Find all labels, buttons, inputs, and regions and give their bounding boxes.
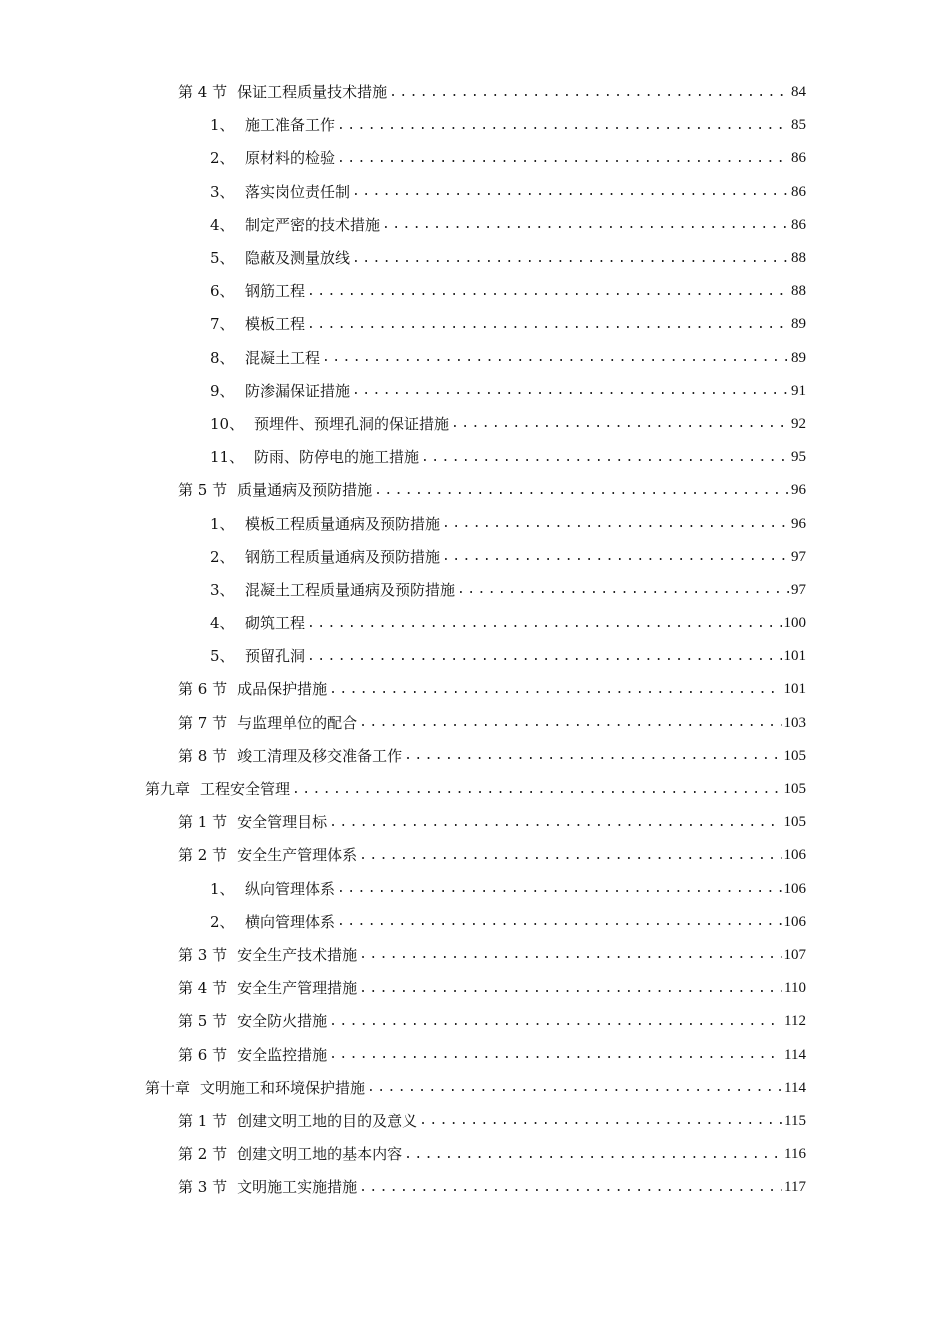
toc-dot-leader [352,381,789,401]
toc-entry-number: 2、 [210,547,235,566]
toc-entry[interactable] [0,607,950,640]
toc-entry[interactable] [0,507,950,540]
toc-entry-page-number: 105 [783,814,806,831]
toc-entry[interactable] [0,1038,950,1071]
toc-entry-page-number: 96 [791,515,806,532]
toc-entry-page-number: 115 [784,1112,806,1129]
toc-entry-number: 第 6 节 [178,680,228,699]
toc-dot-leader [389,83,789,103]
toc-entry[interactable] [0,707,950,740]
toc-entry-page-number: 91 [791,382,806,399]
toc-entry-page-number: 95 [791,449,806,466]
toc-entry-title: 安全防火措施 [237,1012,328,1031]
toc-entry-title: 安全生产管理体系 [237,846,358,865]
toc-entry-number: 第 5 节 [178,481,228,500]
toc-entry-number: 7、 [210,315,235,334]
toc-entry-title: 钢筋工程 [245,282,306,301]
toc-entry-page-number: 86 [791,216,806,233]
toc-dot-leader [307,614,781,634]
toc-entry-number: 9、 [210,381,235,400]
toc-entry-page-number: 116 [784,1146,806,1163]
toc-entry[interactable] [0,474,950,507]
toc-dot-leader [307,647,781,667]
toc-entry-number: 1、 [210,879,235,898]
toc-entry-number: 1、 [210,116,235,135]
toc-entry-page-number: 89 [791,316,806,333]
toc-entry-title: 防渗漏保证措施 [245,381,351,400]
toc-dot-leader [337,149,789,169]
toc-entry-page-number: 114 [784,1046,806,1063]
toc-entry-page-number: 88 [791,283,806,300]
toc-entry-title: 模板工程质量通病及预防措施 [245,514,441,533]
toc-entry-number: 3、 [210,580,235,599]
toc-dot-leader [307,282,789,302]
toc-entry-number: 4、 [210,215,235,234]
toc-entry[interactable] [0,76,950,109]
toc-dot-leader [352,249,789,269]
toc-entry-page-number: 89 [791,349,806,366]
toc-entry[interactable] [0,242,950,275]
toc-entry-title: 钢筋工程质量通病及预防措施 [245,547,441,566]
toc-dot-leader [337,116,789,136]
toc-dot-leader [329,680,781,700]
toc-entry[interactable] [0,839,950,872]
toc-entry-page-number: 92 [791,415,806,432]
toc-entry-number: 第 7 节 [178,713,228,732]
toc-dot-leader [329,813,781,833]
toc-dot-leader [442,547,789,567]
toc-entry-page-number: 105 [783,747,806,764]
toc-entry-title: 工程安全管理 [200,780,291,799]
toc-entry-title: 文明施工和环境保护措施 [200,1078,366,1097]
toc-entry-number: 第 2 节 [178,846,228,865]
toc-entry-number: 4、 [210,614,235,633]
toc-dot-leader [329,1012,782,1032]
toc-entry-page-number: 103 [783,714,806,731]
toc-entry-title: 创建文明工地的目的及意义 [237,1111,418,1130]
toc-entry-number: 第九章 [145,780,191,799]
toc-entry-number: 第 6 节 [178,1045,228,1064]
toc-entry[interactable] [0,1138,950,1171]
toc-dot-leader [359,1178,782,1198]
toc-entry-page-number: 86 [791,183,806,200]
toc-dot-leader [337,879,781,899]
toc-entry-number: 第 3 节 [178,1178,228,1197]
toc-entry-page-number: 117 [784,1179,806,1196]
toc-entry-title: 预留孔洞 [245,647,306,666]
toc-entry-number: 5、 [210,647,235,666]
toc-entry[interactable] [0,806,950,839]
toc-entry-page-number: 100 [783,615,806,632]
toc-dot-leader [329,1045,782,1065]
toc-entry[interactable] [0,574,950,607]
toc-entry-number: 第 4 节 [178,979,228,998]
toc-entry[interactable] [0,541,950,574]
toc-entry-page-number: 101 [783,681,806,698]
toc-entry-page-number: 85 [791,117,806,134]
toc-entry[interactable] [0,873,950,906]
toc-entry-number: 2、 [210,912,235,931]
toc-dot-leader [382,215,789,235]
toc-entry[interactable] [0,640,950,673]
toc-entry-number: 5、 [210,249,235,268]
toc-entry-number: 第 8 节 [178,746,228,765]
toc-entry-number: 10、 [210,414,245,433]
toc-entry-number: 第 1 节 [178,813,228,832]
toc-dot-leader [359,945,781,965]
toc-entry-page-number: 107 [783,946,806,963]
toc-entry-page-number: 105 [783,781,806,798]
toc-entry-title: 成品保护措施 [237,680,328,699]
toc-dot-leader [442,514,789,534]
toc-entry[interactable] [0,740,950,773]
toc-dot-leader [421,448,789,468]
toc-entry-title: 安全生产管理措施 [237,979,358,998]
toc-entry[interactable] [0,441,950,474]
toc-entry[interactable] [0,342,950,375]
toc-entry[interactable] [0,773,950,806]
toc-dot-leader [352,182,789,202]
toc-entry[interactable] [0,142,950,175]
toc-dot-leader [322,348,789,368]
toc-entry-page-number: 84 [791,84,806,101]
toc-entry[interactable] [0,408,950,441]
toc-entry-number: 第十章 [145,1078,191,1097]
toc-entry[interactable] [0,972,950,1005]
toc-dot-leader [374,481,789,501]
toc-entry-title: 施工准备工作 [245,116,336,135]
toc-entry-page-number: 106 [783,880,806,897]
table-of-contents [0,76,950,1204]
toc-entry-page-number: 112 [784,1013,806,1030]
toc-entry[interactable] [0,1171,950,1204]
toc-entry[interactable] [0,109,950,142]
toc-entry-title: 文明施工实施措施 [237,1178,358,1197]
toc-dot-leader [404,746,781,766]
toc-entry[interactable] [0,1072,950,1105]
toc-entry-number: 第 4 节 [178,83,228,102]
toc-entry-title: 创建文明工地的基本内容 [237,1145,403,1164]
toc-entry-number: 3、 [210,182,235,201]
toc-entry[interactable] [0,939,950,972]
toc-entry-title: 与监理单位的配合 [237,713,358,732]
toc-entry[interactable] [0,176,950,209]
toc-dot-leader [359,846,781,866]
toc-entry-title: 安全监控措施 [237,1045,328,1064]
toc-dot-leader [307,315,789,335]
toc-entry-title: 横向管理体系 [245,912,336,931]
toc-entry-page-number: 101 [783,648,806,665]
toc-dot-leader [451,414,789,434]
toc-entry[interactable] [0,673,950,706]
toc-dot-leader [292,780,781,800]
toc-entry-page-number: 96 [791,482,806,499]
toc-entry-number: 第 3 节 [178,945,228,964]
toc-entry-title: 保证工程质量技术措施 [237,83,388,102]
toc-entry-number: 第 1 节 [178,1111,228,1130]
toc-entry-title: 安全管理目标 [237,813,328,832]
toc-entry-title: 竣工清理及移交准备工作 [237,746,403,765]
toc-dot-leader [359,979,782,999]
toc-entry-page-number: 110 [784,980,806,997]
toc-entry-page-number: 88 [791,250,806,267]
toc-entry-title: 混凝土工程 [245,348,321,367]
toc-entry-title: 模板工程 [245,315,306,334]
toc-entry-number: 第 5 节 [178,1012,228,1031]
toc-entry-title: 原材料的检验 [245,149,336,168]
toc-entry-title: 预埋件、预埋孔洞的保证措施 [254,414,450,433]
toc-dot-leader [359,713,781,733]
toc-entry-number: 11、 [210,448,245,467]
toc-entry-page-number: 97 [791,581,806,598]
toc-entry-page-number: 86 [791,150,806,167]
toc-entry-number: 第 2 节 [178,1145,228,1164]
toc-entry[interactable] [0,275,950,308]
toc-entry-number: 2、 [210,149,235,168]
toc-dot-leader [419,1111,782,1131]
toc-entry-number: 1、 [210,514,235,533]
toc-entry[interactable] [0,1105,950,1138]
toc-entry-title: 砌筑工程 [245,614,306,633]
toc-entry-title: 隐蔽及测量放线 [245,249,351,268]
toc-dot-leader [457,580,789,600]
toc-dot-leader [404,1145,782,1165]
toc-entry-title: 安全生产技术措施 [237,945,358,964]
toc-entry-title: 纵向管理体系 [245,879,336,898]
toc-entry-page-number: 106 [783,913,806,930]
toc-entry-page-number: 106 [783,847,806,864]
toc-entry-page-number: 97 [791,548,806,565]
toc-entry-number: 6、 [210,282,235,301]
toc-entry-title: 混凝土工程质量通病及预防措施 [245,580,456,599]
toc-entry-title: 防雨、防停电的施工措施 [254,448,420,467]
toc-entry-page-number: 114 [784,1079,806,1096]
toc-entry-title: 落实岗位责任制 [245,182,351,201]
toc-entry-number: 8、 [210,348,235,367]
toc-entry[interactable] [0,209,950,242]
toc-dot-leader [367,1078,782,1098]
toc-entry[interactable] [0,1005,950,1038]
toc-entry[interactable] [0,906,950,939]
toc-entry-title: 质量通病及预防措施 [237,481,373,500]
toc-entry[interactable] [0,375,950,408]
toc-entry[interactable] [0,308,950,341]
toc-dot-leader [337,912,781,932]
toc-entry-title: 制定严密的技术措施 [245,215,381,234]
